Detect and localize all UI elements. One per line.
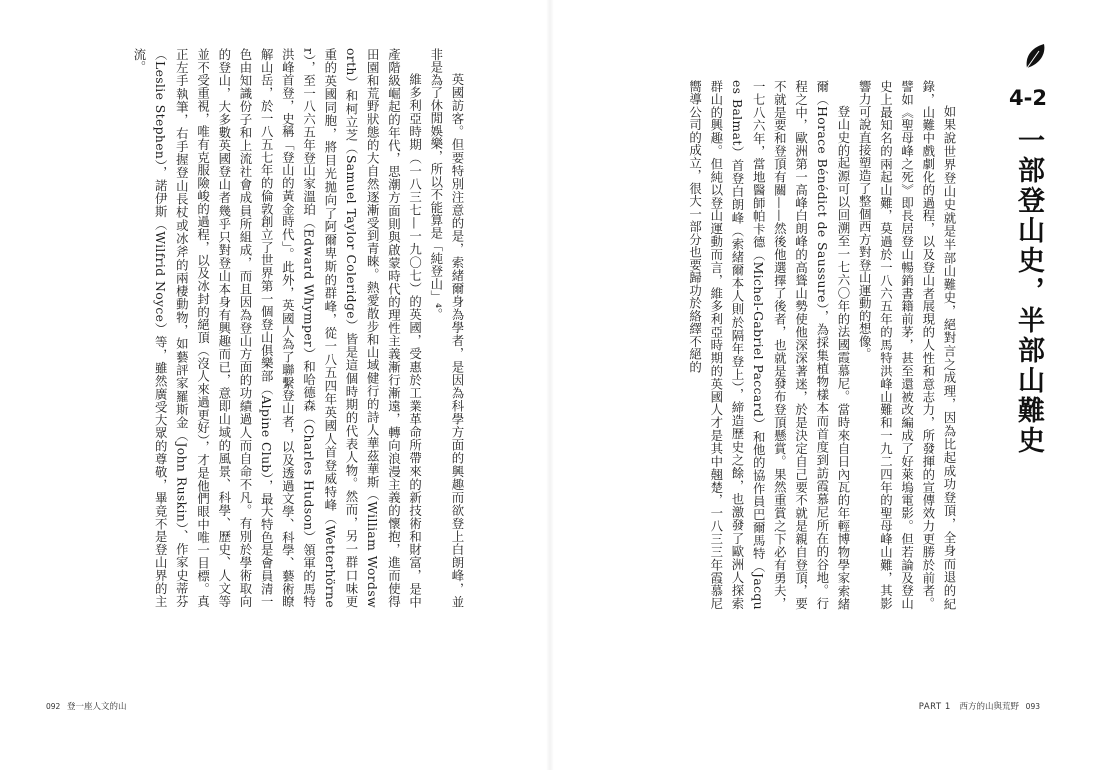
- section-title: 一部登山史，半部山難史: [1013, 126, 1044, 456]
- part-label: PART 1: [918, 702, 951, 712]
- right-folio: [919, 700, 1044, 712]
- left-folio: [42, 700, 127, 712]
- body-paragraph: 英國訪客。但要特別注意的是，索緒爾身為學者，是因為科學方面的興趣而欲登上白朗峰，並非是為了休閒娛樂，所以不能算是「純登山」⁴。: [428, 48, 465, 608]
- body-paragraph: 登山史的起源可以回溯至一七六〇年的法國霞慕尼。當時來自日內瓦的年輕博物學家索緒爾（Horace Bénédict de Saussure），為採集植物樣本而首度到訪霞慕尼所在的谷地。行程之中，歐洲第一高峰白朗峰的高聳山勢使他深深著迷，於是決定自己要不就是親自登頂，要不就是要和登頂有關——然後他選擇了後者，也就是發布登頂懸賞。果然重賞之下必有勇夫，一七八六年，當地醫師帕卡德（Michel-Gabriel Paccard）和他的協作員巴爾馬特（Jacques Balmat）首登白朗峰（索緒爾本人則於隔年登上），締造歷史之餘，也激發了歐洲人探索群山的興趣。但純以登山運動而言，維多利亞時期的英國人才是其中翹楚，一八三三年霞慕尼嚮導公司的成立，很大一部分也要歸功於絡繹不絕的: [687, 80, 851, 610]
- running-title: 登一座人文的山: [67, 702, 127, 712]
- running-title: 西方的山與荒野: [959, 702, 1019, 712]
- body-paragraph: 維多利亞時期（一八三七—一九〇七）的英國，受惠於工業革命所帶來的新技術和財富，是中產階級崛起的年代，思潮方面則與啟蒙時代的理性主義漸行漸遠，轉向浪漫主義的懷抱，進而使得田園和荒野狀態的大自然逐漸受到青睞。熱愛散步和山域健行的詩人華茲華斯（William Wordsworth）和柯立芝（Samuel Taylor Coleridge）皆是這個時期的代表人物。然而，另一群口味更重的英國同胞，將目光拋向了阿爾卑斯的群峰，從一八五四年英國人首登威特峰（Wetterhörner），至一八六五年登山家溫珀（Edward Whymper）和哈德森（Charles Hudson）領軍的馬特洪峰首登，史稱「登山的黃金時代」。此外，英國人為了聯繫登山者，以及透過文學、科學、藝術瞭解山岳，於一八五七年的倫敦創立了世界第一個登山俱樂部（Alpine Club），最大特色是會員清一色由知識份子和上流社會成員所組成，而且因為登山方面的功績過人而自命不凡。有別於學術取向的登山，大多數英國登山者幾乎只對登山本身有興趣而已，意即山域的風景、科學、歷史、人文等並不受重視，唯有克服險峻的過程，以及冰封的絕頂（沒人來過更好），才是他們眼中唯一目標。真正左手執筆，右手握登山長杖或冰斧的兩棲動物，如藝評家羅斯金（John Ruskin）、作家史蒂芬（Leslie Stephen），諾伊斯（Wilfrid Noyce）等，雖然廣受大眾的尊敬，畢竟不是登山界的主流。: [131, 48, 423, 608]
- page-number: 092: [46, 702, 61, 711]
- right-page: [550, 0, 1100, 770]
- left-page-body: [66, 48, 468, 608]
- body-paragraph: 如果說世界登山史就是半部山難史，絕對言之成理，因為比起成功登頂，全身而退的紀錄，山難中戲劇化的過程，以及登山者展現的人性和意志力，所發揮的宣傳效力更勝於前者。譬如《聖母峰之死》即長居登山暢銷書籍前茅，甚至還被改編成了好萊塢電影。但若論及登山史上最知名的兩起山難，莫過於一八六五年的馬特洪峰山難和一九二四年的聖母峰山難，其影響力可說直接塑造了整個西方對登山運動的想像。: [857, 80, 957, 610]
- right-page-body: [590, 80, 960, 610]
- leaf-icon: [1022, 42, 1048, 70]
- section-heading: [992, 42, 1058, 462]
- page-number: 093: [1025, 702, 1040, 711]
- section-number: 4-2: [1009, 86, 1047, 110]
